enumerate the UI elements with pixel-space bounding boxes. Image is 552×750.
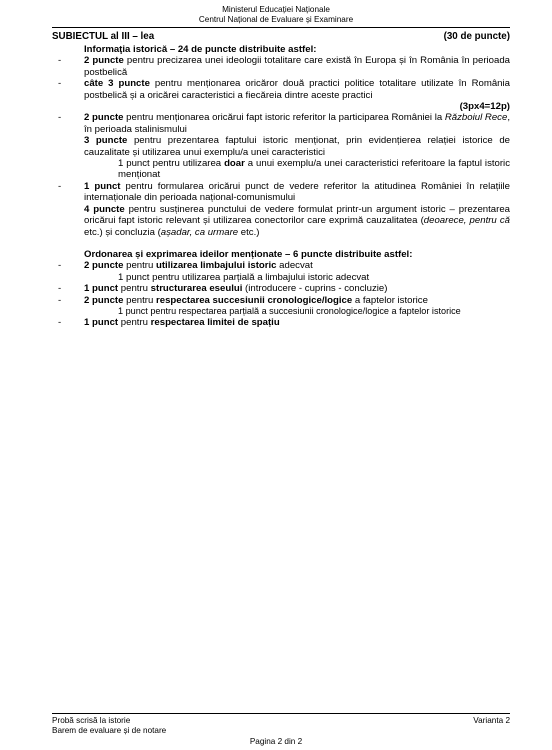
header-ministry: Ministerul Educației Naționale [222, 5, 330, 14]
criterion-text: pentru precizarea unei ideologii totalitare care există în Europa și în România în perioada postbelică [84, 55, 511, 78]
criterion-text: pentru menționarea oricărui fapt istoric referitor la participarea României la [123, 112, 445, 124]
criterion-points: 2 puncte [84, 260, 124, 272]
criterion-text: a unui exemplu/a unei caracteristici referitoare la faptul istoric menționat [118, 158, 510, 181]
criterion-chronology-partial: 1 punct pentru respectarea parțială a succesiunii cronologice/logice a faptelor istorice [118, 305, 461, 316]
criterion-practices [52, 78, 510, 101]
footer-line-2 [52, 726, 510, 736]
criterion-structure [52, 283, 510, 294]
criterion-bold: utilizarea limbajului istoric [156, 260, 277, 272]
section-ordering: Ordonarea și exprimarea ideilor menționate – 6 puncte distribuite astfel: [84, 248, 413, 260]
subject-title: SUBIECTUL al III – lea [52, 31, 155, 42]
footer-barem: Barem de evaluare și de notare [52, 726, 167, 735]
footer-variant: Varianta 2 [473, 716, 510, 725]
criterion-viewpoint [52, 181, 510, 204]
criterion-bold: structurarea eseului [150, 283, 243, 295]
criterion-text: adecvat [276, 260, 313, 272]
footer-line-1 [52, 716, 510, 726]
score-formula: (3px4=12p) [459, 101, 510, 113]
criterion-points: 3 puncte [84, 135, 128, 147]
criterion-text: 1 punct pentru utilizarea [118, 158, 225, 170]
criterion-italic: așadar, ca urmare [160, 226, 239, 238]
criterion-argument [52, 204, 510, 238]
list-dash: - [58, 55, 62, 67]
criterion-partial-example [52, 158, 510, 181]
criterion-text: etc.) și concluzia ( [84, 226, 161, 238]
criterion-text: (introducere - cuprins - concluzie) [242, 283, 388, 295]
list-dash: - [58, 260, 62, 272]
criterion-italic: Războiul Rece [444, 112, 508, 124]
criterion-points: 1 punct [84, 180, 121, 192]
subject-heading [52, 31, 510, 43]
criterion-points: 2 puncte [84, 112, 124, 124]
criterion-text: pentru prezentarea faptului istoric menționat, prin evidențierea relației istorice de cauzalitate și utilizarea unui exemplu/a unei caracteristici [84, 135, 510, 158]
criterion-ideology [52, 55, 510, 78]
criterion-points: 2 puncte [84, 55, 124, 67]
spacer [52, 238, 510, 249]
list-dash: - [58, 112, 62, 124]
page-number: Pagina 2 din 2 [249, 737, 303, 746]
criterion-bold: doar [224, 158, 245, 170]
criterion-text: pentru formularea oricărui punct de vedere referitor la atitudinea României în relațiile internaționale din perioada național-comunismului [84, 180, 510, 204]
criterion-text: a faptelor istorice [352, 294, 428, 306]
criterion-language [52, 260, 510, 271]
criterion-text: etc.) [238, 226, 260, 238]
grading-content [52, 44, 510, 329]
criterion-text: pentru [123, 260, 156, 272]
criterion-space-limit [52, 317, 510, 328]
list-dash: - [58, 317, 62, 329]
criterion-chronology [52, 295, 510, 306]
criterion-italic: deoarece, pentru că [423, 215, 510, 227]
subject-points: (30 de puncte) [443, 31, 510, 42]
criterion-text: pentru [118, 283, 151, 295]
criterion-points: 1 punct [84, 283, 119, 295]
criterion-text: pentru [123, 294, 156, 306]
criterion-text: pentru menționarea oricăror două practici politice totalitare utilizate în România postbelică și a oricărei caracteristici a fiecăreia dintre aceste practici [84, 78, 510, 101]
criterion-points: 1 punct [84, 317, 119, 329]
criterion-text: pentru susținerea punctului de vedere formulat printr-un argument istoric – prezentarea oricărui fapt istoric relevant și utilizarea conectorilor care exprimă cauzalitatea ( [84, 203, 510, 227]
list-dash: - [58, 283, 62, 295]
criterion-bold: respectarea limitei de spațiu [150, 317, 280, 329]
criterion-points: 2 puncte [84, 294, 124, 306]
criterion-presentation [52, 135, 510, 158]
criterion-language-partial: 1 punct pentru utilizarea parțială a limbajului istoric adecvat [118, 271, 370, 283]
criterion-text: pentru [118, 317, 151, 329]
header-center: Centrul Național de Evaluare și Examinare [198, 15, 354, 24]
section-historical-info: Informaţia istorică – 24 de puncte distribuite astfel: [84, 44, 317, 55]
footer-exam: Probă scrisă la istorie [52, 716, 131, 725]
header-rule [52, 27, 510, 28]
list-dash: - [58, 78, 62, 90]
list-dash: - [58, 294, 62, 306]
list-dash: - [58, 180, 62, 192]
footer-rule [52, 713, 510, 714]
criterion-bold: respectarea succesiunii cronologice/logice [156, 294, 353, 306]
criterion-points: 4 puncte [84, 203, 125, 215]
criterion-points: câte 3 puncte [84, 78, 150, 90]
criterion-cold-war [52, 112, 510, 135]
criterion-text: , în perioada stalinismului [84, 112, 510, 135]
